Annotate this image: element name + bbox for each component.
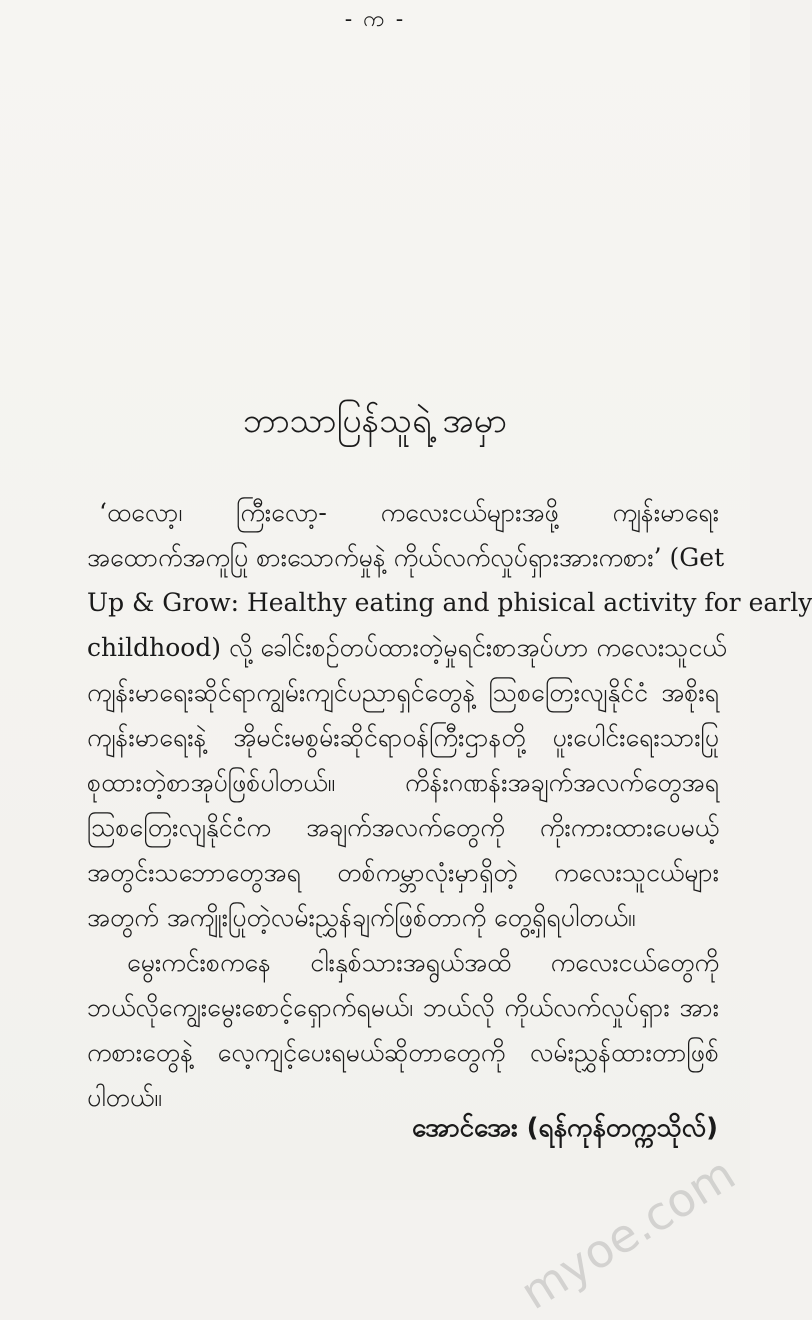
text-line: ကျန်းမာရေးနဲ့ အိုမင်းမစွမ်းဆိုင်ရာဝန်ကြီးဌာနတို့ ပူးပေါင်းရေးသားပြု xyxy=(87,723,719,752)
text-line: ဘယ်လိုကျွေးမွေးစောင့်ရှောက်ရမယ်၊ ဘယ်လို ကိုယ်လက်လှုပ်ရှား အား xyxy=(87,993,719,1022)
text-line: ကစားတွေနဲ့ လေ့ကျင့်ပေးရမယ်ဆိုတာတွေကို လမ်းညွှန်ထားတာဖြစ် xyxy=(87,1038,719,1067)
body-text xyxy=(87,490,812,1120)
paragraph-1 xyxy=(87,490,812,940)
text-line: မွေးကင်းစကနေ ငါးနှစ်သားအရွယ်အထိ ကလေးငယ်တွေကို xyxy=(127,948,719,977)
text-line: childhood) လို့ ခေါင်းစဉ်တပ်ထားတဲ့မှုရင်းစာအုပ်ဟာ ကလေးသူငယ် xyxy=(87,633,727,662)
text-line: ကျန်းမာရေးဆိုင်ရာကျွမ်းကျင်ပညာရှင်တွေနဲ့ ဩစတြေးလျနိုင်ငံ အစိုးရ xyxy=(87,678,719,707)
text-line: အတွက် အကျိုးပြုတဲ့လမ်းညွှန်ချက်ဖြစ်တာကို တွေ့ရှိရပါတယ်။ xyxy=(87,903,636,932)
text-line: စုထားတဲ့စာအုပ်ဖြစ်ပါတယ်။ ကိန်းဂဏန်းအချက်အလက်တွေအရ xyxy=(87,768,719,797)
author-signature: အောင်အေး (ရန်ကုန်တက္ကသိုလ်) xyxy=(411,1113,718,1143)
text-line: Up & Grow: Healthy eating and phisical activity for early xyxy=(87,588,812,617)
text-line: ပါတယ်။ xyxy=(87,1083,162,1112)
paragraph-2 xyxy=(87,940,719,1120)
text-line: ‘ထလော့၊ ကြီးလော့- ကလေးငယ်များအဖို့ ကျန်းမာရေး xyxy=(99,498,719,527)
watermark: myoe.com xyxy=(510,1146,744,1320)
text-line: အတွင်းသဘောတွေအရ တစ်ကမ္ဘာလုံးမှာရှိတဲ့ ကလေးသူငယ်များ xyxy=(87,858,719,887)
text-line: အထောက်အကူပြု စားသောက်မှုနဲ့ ကိုယ်လက်လှုပ်ရှားအားကစား’ (Get xyxy=(87,543,725,572)
page-title: ဘာသာပြန်သူရဲ့ အမှာ xyxy=(242,401,508,441)
text-line: ဩစတြေးလျနိုင်ငံက အချက်အလက်တွေကို ကိုးကားထားပေမယ့် xyxy=(87,813,719,842)
page-number: - က - xyxy=(344,7,406,32)
